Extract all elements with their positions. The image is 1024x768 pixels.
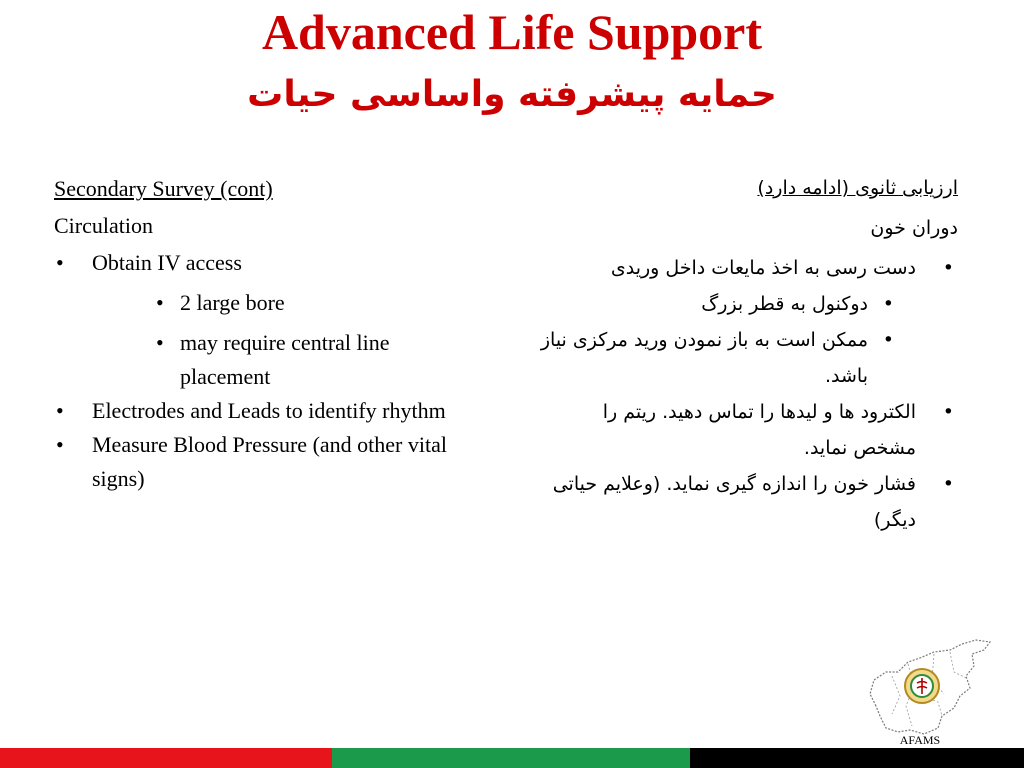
farsi-content	[540, 170, 958, 538]
farsi-bullet-item	[540, 394, 958, 466]
farsi-item-electrodes: الکترود ها و لیدها را تماس دهید. ریتم را مشخص نماید.	[602, 401, 916, 459]
farsi-subheading: دوران خون	[870, 217, 958, 239]
english-subitem-large-bore: 2 large bore	[180, 290, 285, 315]
farsi-subitem-central-line: ممکن است به باز نمودن ورید مرکزی نیاز باشد.	[540, 329, 868, 387]
farsi-heading: ارزیابی ثانوی (ادامه دارد)	[757, 177, 958, 199]
bullet-icon: •	[56, 432, 64, 457]
bullet-icon: •	[56, 250, 64, 275]
english-subitem-central-line: may require central line placement	[180, 330, 390, 389]
farsi-subitem-large-bore: دوکنول به قطر بزرگ	[701, 293, 868, 315]
flag-bar-black	[690, 748, 1024, 768]
english-subheading: Circulation	[54, 213, 153, 238]
farsi-item-iv-access: دست رسی به اخذ مایعات داخل وریدی	[610, 257, 916, 279]
bullet-icon: •	[156, 290, 164, 315]
bullet-icon: •	[56, 398, 64, 423]
english-bullet-item	[54, 394, 474, 428]
farsi-bullet-item	[540, 250, 958, 286]
english-item-electrodes: Electrodes and Leads to identify rhythm	[92, 398, 446, 423]
english-content	[54, 172, 474, 496]
english-subbullet-item	[54, 286, 474, 320]
farsi-bullet-item	[540, 466, 958, 538]
english-subbullet-item	[54, 326, 474, 394]
english-item-iv-access: Obtain IV access	[92, 250, 242, 275]
afams-label: AFAMS	[899, 733, 941, 747]
farsi-subbullet-item	[540, 286, 958, 322]
bullet-icon: •	[882, 293, 894, 315]
english-item-blood-pressure: Measure Blood Pressure (and other vital signs)	[92, 432, 447, 491]
bullet-icon: •	[942, 473, 954, 495]
flag-color-bar	[0, 748, 1024, 768]
bullet-icon: •	[156, 330, 164, 355]
farsi-item-blood-pressure: فشار خون را اندازه گیری نماید. (وعلایم حیاتی دیگر)	[552, 473, 916, 531]
english-heading: Secondary Survey (cont)	[54, 176, 273, 201]
slide-title-farsi: حمایه پیشرفته واساسی حیات	[247, 74, 777, 115]
afghanistan-map-logo-icon	[862, 636, 1002, 748]
english-bullet-item	[54, 428, 474, 496]
bullet-icon: •	[882, 329, 894, 351]
farsi-subbullet-item	[540, 322, 958, 394]
bullet-icon: •	[942, 257, 954, 279]
slide-title-english: Advanced Life Support	[261, 4, 763, 60]
bullet-icon: •	[942, 401, 954, 423]
flag-bar-green	[332, 748, 690, 768]
flag-bar-red	[0, 748, 332, 768]
english-bullet-item	[54, 246, 474, 280]
